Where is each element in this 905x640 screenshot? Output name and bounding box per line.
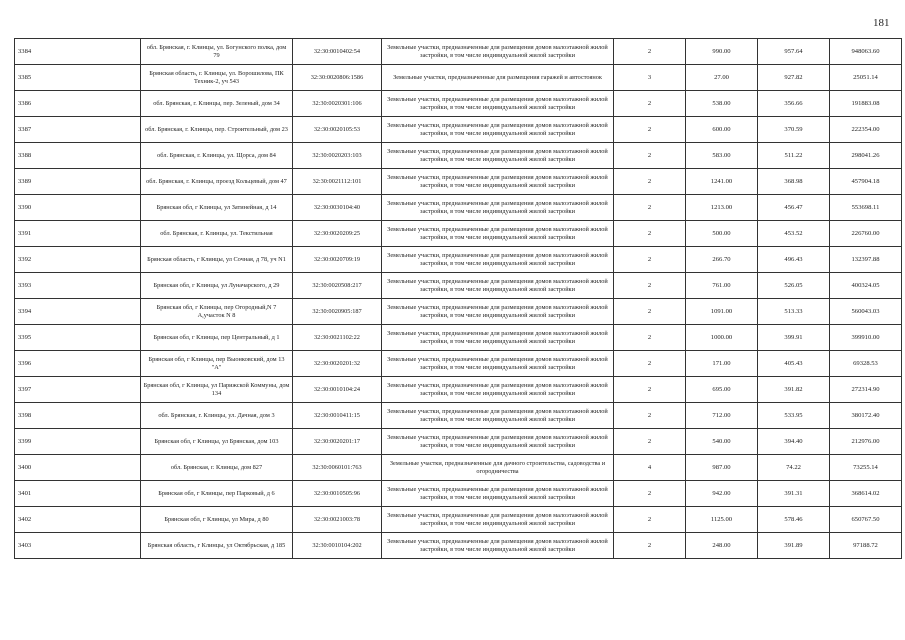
area-cell: 987.00 xyxy=(686,455,758,481)
specific-value-cell: 453.52 xyxy=(758,221,830,247)
cadastral-value-cell: 25051.14 xyxy=(830,65,902,91)
area-cell: 1000.00 xyxy=(686,325,758,351)
cadastral-number-cell: 32:30:0021003:78 xyxy=(293,507,382,533)
table-row xyxy=(15,221,902,247)
specific-value-cell: 394.40 xyxy=(758,429,830,455)
land-use-cell: Земельные участки, предназначенные для размещения домов малоэтажной жилой застройки, в том числе индивидуальной жилой застройки xyxy=(382,377,614,403)
cadastral-number-cell: 32:30:0021102:22 xyxy=(293,325,382,351)
specific-value-cell: 368.98 xyxy=(758,169,830,195)
area-cell: 27.00 xyxy=(686,65,758,91)
cadastral-number-cell: 32:30:0010104:24 xyxy=(293,377,382,403)
cadastral-value-cell: 298041.26 xyxy=(830,143,902,169)
row-number: 3395 xyxy=(15,325,141,351)
specific-value-cell: 496.43 xyxy=(758,247,830,273)
cadastral-number-cell: 32:30:0020709:19 xyxy=(293,247,382,273)
area-cell: 171.00 xyxy=(686,351,758,377)
land-use-cell: Земельные участки, предназначенные для размещения домов малоэтажной жилой застройки, в том числе индивидуальной жилой застройки xyxy=(382,143,614,169)
group-cell: 2 xyxy=(614,195,686,221)
table-row xyxy=(15,65,902,91)
specific-value-cell: 513.33 xyxy=(758,299,830,325)
area-cell: 266.70 xyxy=(686,247,758,273)
cadastral-number-cell: 32:30:0020209:25 xyxy=(293,221,382,247)
address-cell: Брянская область, г Клинцы, ул Сочная, д 78, уч N1 xyxy=(141,247,293,273)
table-row xyxy=(15,481,902,507)
address-cell: Брянская область, г Клинцы, ул Октябрьская, д 185 xyxy=(141,533,293,559)
specific-value-cell: 370.59 xyxy=(758,117,830,143)
area-cell: 540.00 xyxy=(686,429,758,455)
area-cell: 1241.00 xyxy=(686,169,758,195)
table-row xyxy=(15,377,902,403)
land-use-cell: Земельные участки, предназначенные для размещения домов малоэтажной жилой застройки, в том числе индивидуальной жилой застройки xyxy=(382,507,614,533)
cadastral-value-cell: 650767.50 xyxy=(830,507,902,533)
row-number: 3403 xyxy=(15,533,141,559)
cadastral-number-cell: 32:30:0010411:15 xyxy=(293,403,382,429)
row-number: 3393 xyxy=(15,273,141,299)
area-cell: 990.00 xyxy=(686,39,758,65)
cadastral-value-cell: 380172.40 xyxy=(830,403,902,429)
row-number: 3389 xyxy=(15,169,141,195)
cadastral-value-cell: 553698.11 xyxy=(830,195,902,221)
row-number: 3387 xyxy=(15,117,141,143)
specific-value-cell: 526.05 xyxy=(758,273,830,299)
table-row xyxy=(15,117,902,143)
table-row xyxy=(15,403,902,429)
group-cell: 2 xyxy=(614,117,686,143)
group-cell: 2 xyxy=(614,429,686,455)
table-row xyxy=(15,143,902,169)
area-cell: 1091.00 xyxy=(686,299,758,325)
area-cell: 538.00 xyxy=(686,91,758,117)
row-number: 3388 xyxy=(15,143,141,169)
group-cell: 2 xyxy=(614,91,686,117)
table-row xyxy=(15,533,902,559)
row-number: 3398 xyxy=(15,403,141,429)
area-cell: 1125.00 xyxy=(686,507,758,533)
row-number: 3397 xyxy=(15,377,141,403)
cadastral-number-cell: 32:30:0021112:101 xyxy=(293,169,382,195)
table-row xyxy=(15,455,902,481)
address-cell: Брянская обл, г Клинцы, ул Брянская, дом 103 xyxy=(141,429,293,455)
group-cell: 2 xyxy=(614,507,686,533)
cadastral-value-cell: 457904.18 xyxy=(830,169,902,195)
table-row xyxy=(15,429,902,455)
area-cell: 600.00 xyxy=(686,117,758,143)
row-number: 3400 xyxy=(15,455,141,481)
specific-value-cell: 405.43 xyxy=(758,351,830,377)
address-cell: Брянская обл, г Клинцы, ул Затинейная, д 14 xyxy=(141,195,293,221)
specific-value-cell: 456.47 xyxy=(758,195,830,221)
table-row xyxy=(15,507,902,533)
table-row xyxy=(15,299,902,325)
specific-value-cell: 391.89 xyxy=(758,533,830,559)
table-row xyxy=(15,91,902,117)
cadastral-value-cell: 212976.00 xyxy=(830,429,902,455)
table-row xyxy=(15,273,902,299)
address-cell: Брянская обл, г Клинцы, ул Парижской Коммуны, дом 134 xyxy=(141,377,293,403)
area-cell: 248.00 xyxy=(686,533,758,559)
area-cell: 942.00 xyxy=(686,481,758,507)
group-cell: 2 xyxy=(614,403,686,429)
cadastral-value-cell: 73255.14 xyxy=(830,455,902,481)
row-number: 3394 xyxy=(15,299,141,325)
cadastral-value-cell: 69328.53 xyxy=(830,351,902,377)
cadastral-number-cell: 32:30:0020203:103 xyxy=(293,143,382,169)
group-cell: 2 xyxy=(614,169,686,195)
land-use-cell: Земельные участки, предназначенные для размещения домов малоэтажной жилой застройки, в том числе индивидуальной жилой застройки xyxy=(382,325,614,351)
land-use-cell: Земельные участки, предназначенные для размещения домов малоэтажной жилой застройки, в том числе индивидуальной жилой застройки xyxy=(382,221,614,247)
cadastral-value-cell: 272314.90 xyxy=(830,377,902,403)
area-cell: 500.00 xyxy=(686,221,758,247)
address-cell: Брянская обл, г Клинцы, пер Центральный, д 1 xyxy=(141,325,293,351)
land-use-cell: Земельные участки, предназначенные для размещения домов малоэтажной жилой застройки, в том числе индивидуальной жилой застройки xyxy=(382,195,614,221)
address-cell: обл. Брянская, г. Клинцы, ул. Дачная, дом 3 xyxy=(141,403,293,429)
row-number: 3399 xyxy=(15,429,141,455)
group-cell: 2 xyxy=(614,351,686,377)
specific-value-cell: 74.22 xyxy=(758,455,830,481)
land-use-cell: Земельные участки, предназначенные для размещения домов малоэтажной жилой застройки, в том числе индивидуальной жилой застройки xyxy=(382,351,614,377)
land-use-cell: Земельные участки, предназначенные для размещения домов малоэтажной жилой застройки, в том числе индивидуальной жилой застройки xyxy=(382,403,614,429)
specific-value-cell: 533.95 xyxy=(758,403,830,429)
area-cell: 761.00 xyxy=(686,273,758,299)
cadastral-value-cell: 560043.03 xyxy=(830,299,902,325)
table-row xyxy=(15,351,902,377)
specific-value-cell: 927.82 xyxy=(758,65,830,91)
cadastral-value-cell: 400324.05 xyxy=(830,273,902,299)
cadastral-value-cell: 97188.72 xyxy=(830,533,902,559)
group-cell: 2 xyxy=(614,221,686,247)
cadastral-value-cell: 948063.60 xyxy=(830,39,902,65)
cadastral-number-cell: 32:30:0010505:96 xyxy=(293,481,382,507)
land-use-cell: Земельные участки, предназначенные для размещения гаражей и автостоянок xyxy=(382,65,614,91)
specific-value-cell: 578.46 xyxy=(758,507,830,533)
cadastral-number-cell: 32:30:0020806:1586 xyxy=(293,65,382,91)
table-row xyxy=(15,247,902,273)
address-cell: обл. Брянская, г. Клинцы, дом 827 xyxy=(141,455,293,481)
address-cell: Брянская область, г. Клинцы, ул. Ворошилова, ПК Техник-2, уч 543 xyxy=(141,65,293,91)
table-row xyxy=(15,39,902,65)
land-use-cell: Земельные участки, предназначенные для размещения домов малоэтажной жилой застройки, в том числе индивидуальной жилой застройки xyxy=(382,481,614,507)
cadastral-value-cell: 222354.00 xyxy=(830,117,902,143)
row-number: 3402 xyxy=(15,507,141,533)
cadastral-value-table xyxy=(14,38,902,559)
address-cell: Брянская обл, г Клинцы, ул Мира, д 80 xyxy=(141,507,293,533)
group-cell: 2 xyxy=(614,299,686,325)
cadastral-number-cell: 32:30:0020301:106 xyxy=(293,91,382,117)
cadastral-number-cell: 32:30:0020508:217 xyxy=(293,273,382,299)
land-use-cell: Земельные участки, предназначенные для дачного строительства, садоводства и огородничества xyxy=(382,455,614,481)
row-number: 3385 xyxy=(15,65,141,91)
land-use-cell: Земельные участки, предназначенные для размещения домов малоэтажной жилой застройки, в том числе индивидуальной жилой застройки xyxy=(382,247,614,273)
land-use-cell: Земельные участки, предназначенные для размещения домов малоэтажной жилой застройки, в том числе индивидуальной жилой застройки xyxy=(382,533,614,559)
cadastral-number-cell: 32:30:0020201:17 xyxy=(293,429,382,455)
cadastral-number-cell: 32:30:0010402:54 xyxy=(293,39,382,65)
land-use-cell: Земельные участки, предназначенные для размещения домов малоэтажной жилой застройки, в том числе индивидуальной жилой застройки xyxy=(382,39,614,65)
address-cell: обл. Брянская, г. Клинцы, ул. Богунского полка, дом 79 xyxy=(141,39,293,65)
land-use-cell: Земельные участки, предназначенные для размещения домов малоэтажной жилой застройки, в том числе индивидуальной жилой застройки xyxy=(382,169,614,195)
land-use-cell: Земельные участки, предназначенные для размещения домов малоэтажной жилой застройки, в том числе индивидуальной жилой застройки xyxy=(382,273,614,299)
page-number: 181 xyxy=(873,17,890,29)
cadastral-value-cell: 368614.02 xyxy=(830,481,902,507)
land-use-cell: Земельные участки, предназначенные для размещения домов малоэтажной жилой застройки, в том числе индивидуальной жилой застройки xyxy=(382,117,614,143)
land-use-cell: Земельные участки, предназначенные для размещения домов малоэтажной жилой застройки, в том числе индивидуальной жилой застройки xyxy=(382,91,614,117)
address-cell: обл. Брянская, г. Клинцы, пер. Строительный, дом 23 xyxy=(141,117,293,143)
specific-value-cell: 391.82 xyxy=(758,377,830,403)
row-number: 3396 xyxy=(15,351,141,377)
specific-value-cell: 399.91 xyxy=(758,325,830,351)
area-cell: 712.00 xyxy=(686,403,758,429)
group-cell: 2 xyxy=(614,273,686,299)
row-number: 3391 xyxy=(15,221,141,247)
cadastral-number-cell: 32:30:0060101:763 xyxy=(293,455,382,481)
address-cell: обл. Брянская, г. Клинцы, проезд Кольцевый, дом 47 xyxy=(141,169,293,195)
cadastral-value-cell: 191883.08 xyxy=(830,91,902,117)
area-cell: 1213.00 xyxy=(686,195,758,221)
row-number: 3386 xyxy=(15,91,141,117)
row-number: 3390 xyxy=(15,195,141,221)
group-cell: 2 xyxy=(614,325,686,351)
specific-value-cell: 391.31 xyxy=(758,481,830,507)
cadastral-number-cell: 32:30:0010104:202 xyxy=(293,533,382,559)
address-cell: обл. Брянская, г. Клинцы, пер. Зеленый, дом 34 xyxy=(141,91,293,117)
group-cell: 2 xyxy=(614,39,686,65)
cadastral-number-cell: 32:30:0030104:40 xyxy=(293,195,382,221)
specific-value-cell: 957.64 xyxy=(758,39,830,65)
group-cell: 4 xyxy=(614,455,686,481)
group-cell: 2 xyxy=(614,533,686,559)
land-use-cell: Земельные участки, предназначенные для размещения домов малоэтажной жилой застройки, в том числе индивидуальной жилой застройки xyxy=(382,429,614,455)
area-cell: 583.00 xyxy=(686,143,758,169)
table-row xyxy=(15,169,902,195)
address-cell: обл. Брянская, г. Клинцы, ул. Текстильная xyxy=(141,221,293,247)
address-cell: обл. Брянская, г. Клинцы, ул. Щорса, дом 84 xyxy=(141,143,293,169)
row-number: 3384 xyxy=(15,39,141,65)
row-number: 3401 xyxy=(15,481,141,507)
row-number: 3392 xyxy=(15,247,141,273)
address-cell: Брянская обл, г Клинцы, пер Огородный,N 7 А,участок N 8 xyxy=(141,299,293,325)
cadastral-number-cell: 32:30:0020905:187 xyxy=(293,299,382,325)
table-body xyxy=(15,39,902,559)
cadastral-number-cell: 32:30:0020201:32 xyxy=(293,351,382,377)
address-cell: Брянская обл, г Клинцы, пер Выонковский, дом 13 "А" xyxy=(141,351,293,377)
group-cell: 2 xyxy=(614,247,686,273)
cadastral-value-cell: 132397.88 xyxy=(830,247,902,273)
cadastral-value-cell: 399910.00 xyxy=(830,325,902,351)
group-cell: 2 xyxy=(614,143,686,169)
specific-value-cell: 356.66 xyxy=(758,91,830,117)
specific-value-cell: 511.22 xyxy=(758,143,830,169)
cadastral-value-cell: 226760.00 xyxy=(830,221,902,247)
table-row xyxy=(15,195,902,221)
group-cell: 3 xyxy=(614,65,686,91)
cadastral-number-cell: 32:30:0020105:53 xyxy=(293,117,382,143)
table-row xyxy=(15,325,902,351)
land-use-cell: Земельные участки, предназначенные для размещения домов малоэтажной жилой застройки, в том числе индивидуальной жилой застройки xyxy=(382,299,614,325)
group-cell: 2 xyxy=(614,481,686,507)
address-cell: Брянская обл, г Клинцы, пер Парковый, д 6 xyxy=(141,481,293,507)
address-cell: Брянская обл, г Клинцы, ул Луначарского, д 29 xyxy=(141,273,293,299)
area-cell: 695.00 xyxy=(686,377,758,403)
group-cell: 2 xyxy=(614,377,686,403)
